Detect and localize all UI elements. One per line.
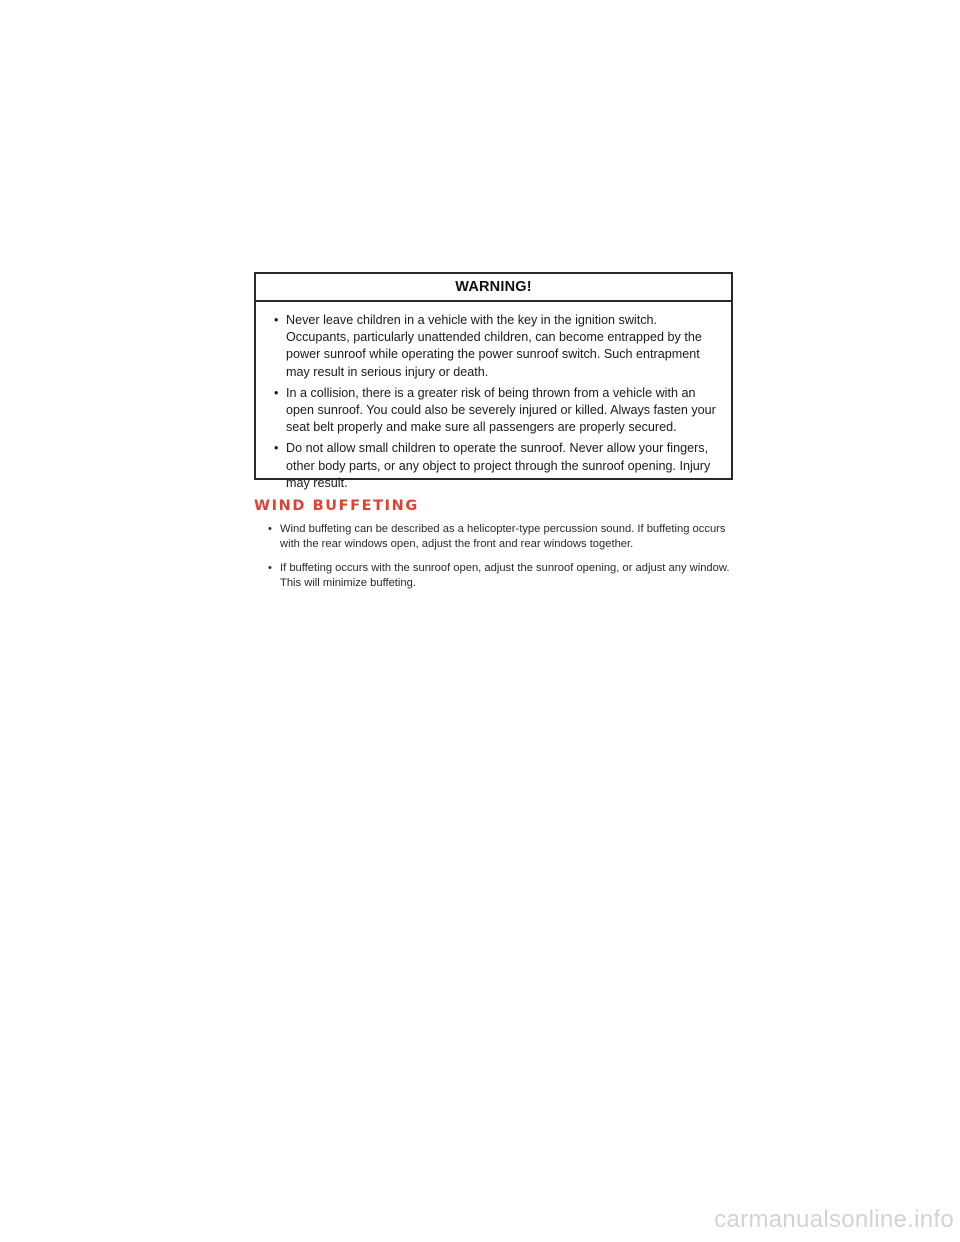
bullet-icon: • (268, 523, 272, 535)
warning-item (274, 312, 721, 381)
warning-box (254, 272, 733, 490)
warning-title: WARNING! (256, 274, 731, 302)
list-item (268, 522, 738, 552)
warning-item-text: Do not allow small children to operate the sunroof. Never allow your fingers, other body parts, or any object to project through the sunroof opening. Injury may result. (286, 441, 711, 490)
warning-item-text: Never leave children in a vehicle with the key in the ignition switch. Occupants, particularly unattended children, can become entrapped by the power sunroof while operating the power sunroof switch. Such entrapment may result in serious injury or death. (286, 313, 702, 379)
list-item-text: If buffeting occurs with the sunroof open, adjust the sunroof opening, or adjust any window. This will minimize buffeting. (280, 562, 730, 589)
warning-item-text: In a collision, there is a greater risk of being thrown from a vehicle with an open sunroof. You could also be severely injured or killed. Always fasten your seat belt properly and make sure all passengers are properly secured. (286, 385, 716, 435)
list-item-text: Wind buffeting can be described as a helicopter-type percussion sound. If buffeting occurs with the rear windows open, adjust the front and rear windows together. (280, 523, 726, 550)
section-list (268, 522, 738, 600)
watermark: carmanualsonline.info (714, 1206, 954, 1233)
bullet-icon: • (268, 562, 272, 574)
warning-item (274, 440, 721, 492)
bullet-icon: • (274, 313, 279, 327)
section-heading: WIND BUFFETING (254, 498, 419, 514)
warning-list (256, 302, 731, 492)
bullet-icon: • (274, 385, 279, 400)
bullet-icon: • (274, 441, 279, 456)
list-item (268, 561, 738, 591)
warning-item (274, 385, 721, 437)
